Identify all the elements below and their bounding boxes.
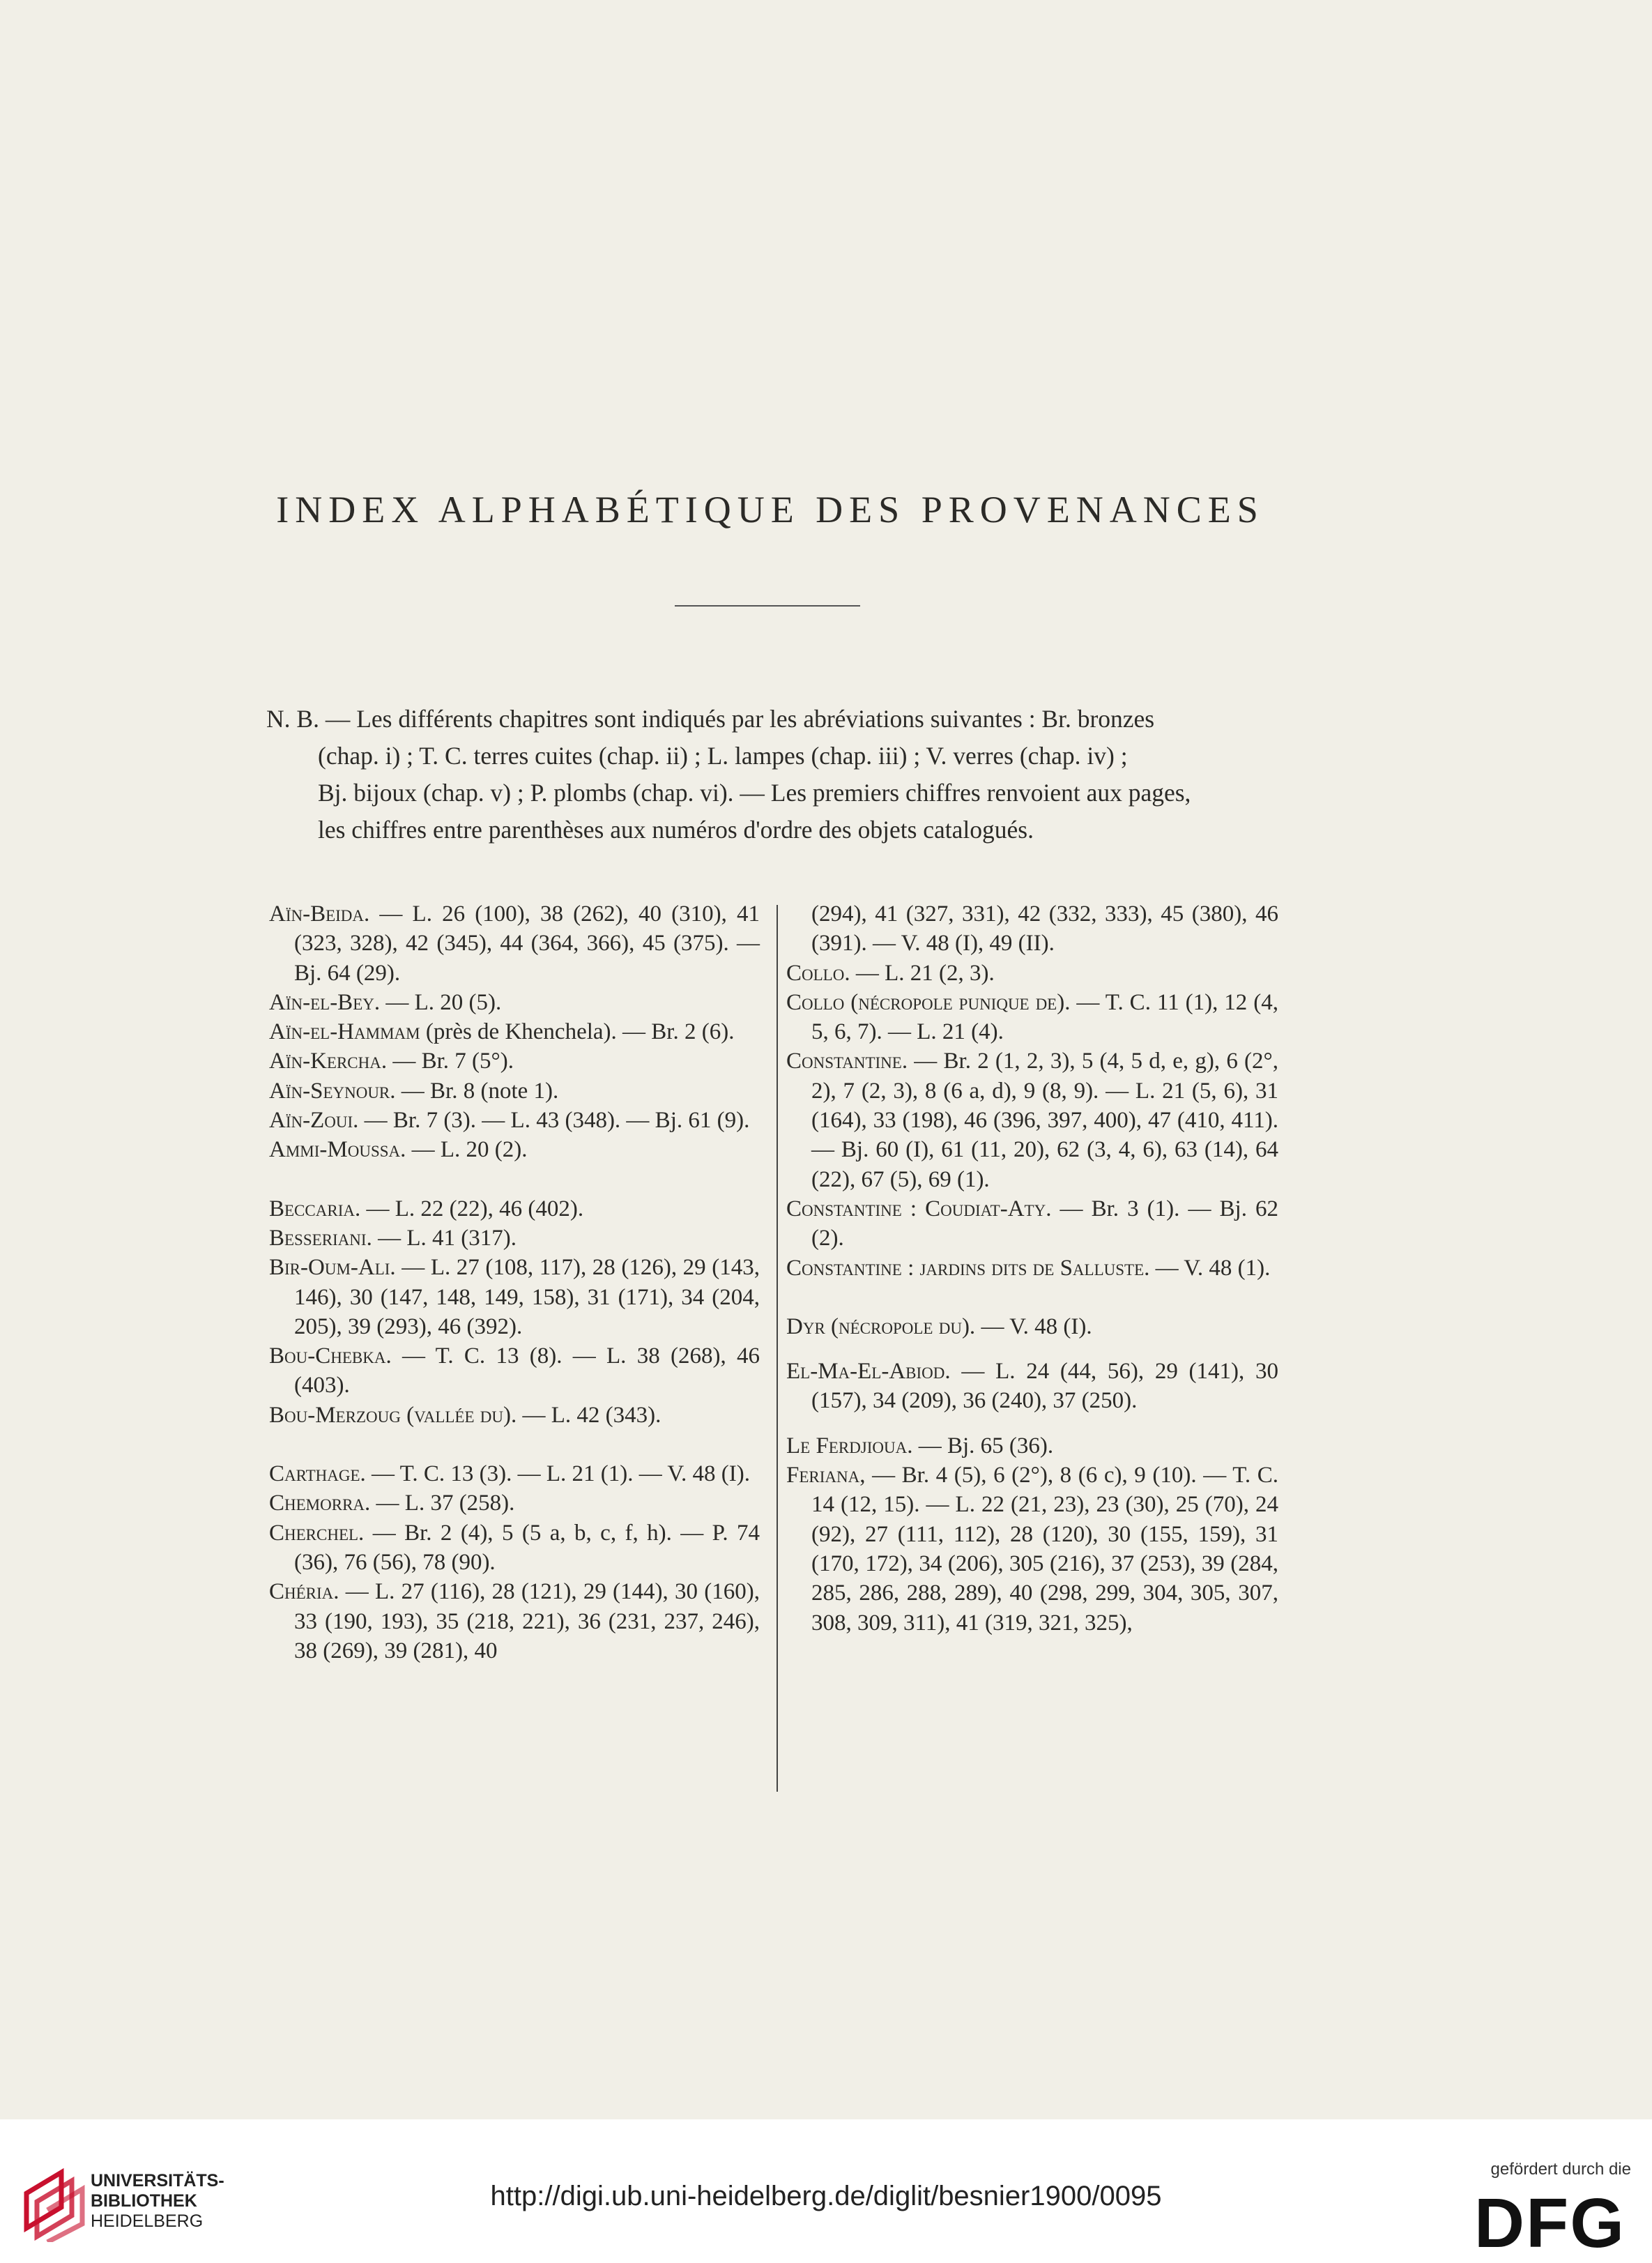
entry-place-name: Constantine : jardins dits de Salluste. [786, 1255, 1150, 1281]
entry-place-name: Aïn-Kercha. [269, 1049, 388, 1074]
entry-references: — L. 42 (343). [517, 1402, 661, 1428]
entry-place-name: Beccaria. [269, 1196, 361, 1221]
abbreviation-note [266, 701, 1274, 848]
index-entry [269, 1106, 760, 1135]
entry-place-name: Ammi-Moussa. [269, 1137, 406, 1163]
index-entry [269, 1518, 760, 1578]
index-entry [786, 1461, 1278, 1638]
section-gap [786, 1416, 1278, 1431]
footer-bar [0, 2119, 1652, 2263]
entry-place-name: Constantine : Coudiat-Aty. [786, 1196, 1052, 1221]
index-entry [786, 959, 1278, 988]
library-name-line: UNIVERSITÄTS- [91, 2171, 224, 2190]
entry-references: (294), 41 (327, 331), 42 (332, 333), 45 (380), 46 (391). — V. 48 (I), 49 (II). [811, 901, 1278, 957]
entry-place-name: Aïn-Zoui. [269, 1108, 359, 1134]
entry-references: — L. 27 (116), 28 (121), 29 (144), 30 (160), 33 (190, 193), 35 (218, 221), 36 (231, 237, 246), 38 (269), 39 (281), 40 [294, 1579, 760, 1663]
index-entry [786, 1194, 1278, 1254]
entry-place-name: Feriana, [786, 1463, 866, 1488]
index-entry [786, 1357, 1278, 1416]
note-first-line: N. B. — Les différents chapitres sont indiqués par les abréviations suivantes : Br. bronzes [266, 705, 1155, 733]
library-name-line: BIBLIOTHEK [91, 2191, 197, 2211]
index-entry [269, 1017, 760, 1046]
entry-references: — Br. 7 (5°). [387, 1049, 514, 1074]
entry-references: — L. 24 (44, 56), 29 (141), 30 (157), 34 (209), 36 (240), 37 (250). [811, 1359, 1278, 1414]
entry-references: — Bj. 65 (36). [912, 1433, 1054, 1458]
index-entry [269, 1224, 760, 1253]
index-entry [786, 899, 1278, 959]
entry-references: — L. 37 (258). [370, 1491, 515, 1516]
index-entry [269, 1135, 760, 1164]
index-entry [269, 1253, 760, 1341]
entry-place-name: Bou-Merzoug (vallée du). [269, 1402, 517, 1428]
index-entry [269, 1401, 760, 1430]
entry-place-name: Aïn-Seynour. [269, 1078, 396, 1104]
entry-place-name: Dyr (nécropole du). [786, 1313, 976, 1339]
index-column-left [269, 899, 760, 1666]
index-entry [269, 1046, 760, 1076]
section-gap [786, 1341, 1278, 1357]
index-entry [786, 1254, 1278, 1283]
index-entry [269, 1577, 760, 1666]
entry-references: — L. 20 (5). [380, 989, 502, 1015]
entry-references: — V. 48 (1). [1149, 1255, 1271, 1281]
entry-references: — Br. 7 (3). — L. 43 (348). — Bj. 61 (9). [358, 1108, 750, 1134]
permalink-url[interactable]: http://digi.ub.uni-heidelberg.de/diglit/besnier1900/0095 [490, 2181, 1162, 2211]
entry-references: — Br. 2 (4), 5 (5 a, b, c, f, h). — P. 74 (36), 76 (56), 78 (90). [294, 1520, 760, 1575]
entry-place-name: Chéria. [269, 1579, 339, 1605]
title-divider [675, 605, 860, 607]
entry-place-name: Constantine. [786, 1049, 908, 1074]
index-column-right [786, 899, 1278, 1638]
entry-place-name: Besseriani. [269, 1225, 372, 1251]
index-entry [786, 1431, 1278, 1461]
column-divider [777, 905, 778, 1792]
index-entry [269, 1194, 760, 1224]
index-entry [269, 1488, 760, 1518]
entry-references: — T. C. 13 (8). — L. 38 (268), 46 (403). [294, 1343, 760, 1399]
entry-place-name: Aïn-el-Bey. [269, 989, 381, 1015]
entry-place-name: Carthage. [269, 1461, 366, 1487]
entry-place-name: Aïn-el-Hammam [269, 1019, 420, 1045]
index-entry [269, 1341, 760, 1401]
entry-references: — L. 22 (22), 46 (402). [360, 1196, 584, 1221]
index-entry [269, 1076, 760, 1106]
entry-place-name: El-Ma-El-Abiod. [786, 1359, 951, 1385]
entry-references: — V. 48 (I). [975, 1313, 1092, 1339]
entry-references: — L. 27 (108, 117), 28 (126), 29 (143, 146), 30 (147, 148, 149, 158), 31 (171), 34 (204, 205), 39 (293), 46 (392). [294, 1255, 760, 1339]
entry-references: — L. 26 (100), 38 (262), 40 (310), 41 (323, 328), 42 (345), 44 (364, 366), 45 (375). — Bj. 64 (29). [294, 901, 760, 986]
note-line: Bj. bijoux (chap. v) ; P. plombs (chap. vi). — Les premiers chiffres renvoient aux pages, [318, 779, 1191, 807]
section-gap [786, 1283, 1278, 1312]
entry-references: — Br. 2 (1, 2, 3), 5 (4, 5 d, e, g), 6 (2°, 2), 7 (2, 3), 8 (6 a, d), 9 (8, 9). — L. 21 (5, 6), 31 (164), 33 (198), 46 (396, 397, 400), 47 (410, 411). — Bj. 60 (I), 61 (11, 20), 62 (3, 4, 6), 63 (14), 64 (22), 67 (5), 69 (1). [811, 1049, 1278, 1192]
index-entry [786, 988, 1278, 1047]
library-name-line: HEIDELBERG [91, 2211, 204, 2231]
entry-references: — Br. 3 (1). — Bj. 62 (2). [811, 1196, 1279, 1251]
dfg-logo: DFG [1474, 2184, 1626, 2262]
index-entry [269, 899, 760, 988]
entry-place-name: Collo. [786, 960, 850, 986]
entry-references: — L. 20 (2). [406, 1137, 528, 1163]
index-entry [269, 988, 760, 1017]
section-gap [269, 1165, 760, 1194]
entry-references: — L. 41 (317). [372, 1225, 517, 1251]
entry-place-name: Le Ferdjioua. [786, 1433, 913, 1458]
entry-place-name: Aïn-Beida. [269, 901, 370, 927]
entry-place-name: Cherchel. [269, 1520, 365, 1546]
entry-references: — T. C. 13 (3). — L. 21 (1). — V. 48 (I). [365, 1461, 750, 1487]
entry-place-name: Chemorra. [269, 1491, 371, 1516]
entry-place-name: Bir-Oum-Ali. [269, 1255, 396, 1281]
entry-references: — T. C. 11 (1), 12 (4, 5, 6, 7). — L. 21 (4). [811, 989, 1278, 1045]
entry-references: — Br. 8 (note 1). [395, 1078, 559, 1104]
note-line: (chap. i) ; T. C. terres cuites (chap. ii) ; L. lampes (chap. iii) ; V. verres (chap. iv) ; [318, 742, 1128, 770]
sponsor-label: gefördert durch die [1490, 2160, 1631, 2179]
index-entry [786, 1046, 1278, 1194]
entry-place-name: Bou-Chebka. [269, 1343, 392, 1369]
entry-references: — L. 21 (2, 3). [850, 960, 995, 986]
section-gap [269, 1430, 760, 1459]
index-entry [786, 1312, 1278, 1341]
entry-references: — Br. 4 (5), 6 (2°), 8 (6 c), 9 (10). — T. C. 14 (12, 15). — L. 22 (21, 23), 23 (30), 25 (70), 24 (92), 27 (111, 112), 28 (120), 30 (155, 159), 31 (170, 172), 34 (206), 305 (216), 37 (253), 39 (284, 285, 286, 288, 289), 40 (298, 299, 304, 305, 307, 308, 309, 311), 41 (319, 321, 325), [811, 1463, 1278, 1636]
index-entry [269, 1459, 760, 1488]
entry-place-name: Collo (nécropole punique de). [786, 989, 1071, 1015]
entry-references: (près de Khenchela). — Br. 2 (6). [420, 1019, 735, 1045]
page-title: INDEX ALPHABÉTIQUE DES PROVENANCES [276, 489, 1264, 531]
note-line: les chiffres entre parenthèses aux numéros d'ordre des objets catalogués. [318, 816, 1034, 844]
